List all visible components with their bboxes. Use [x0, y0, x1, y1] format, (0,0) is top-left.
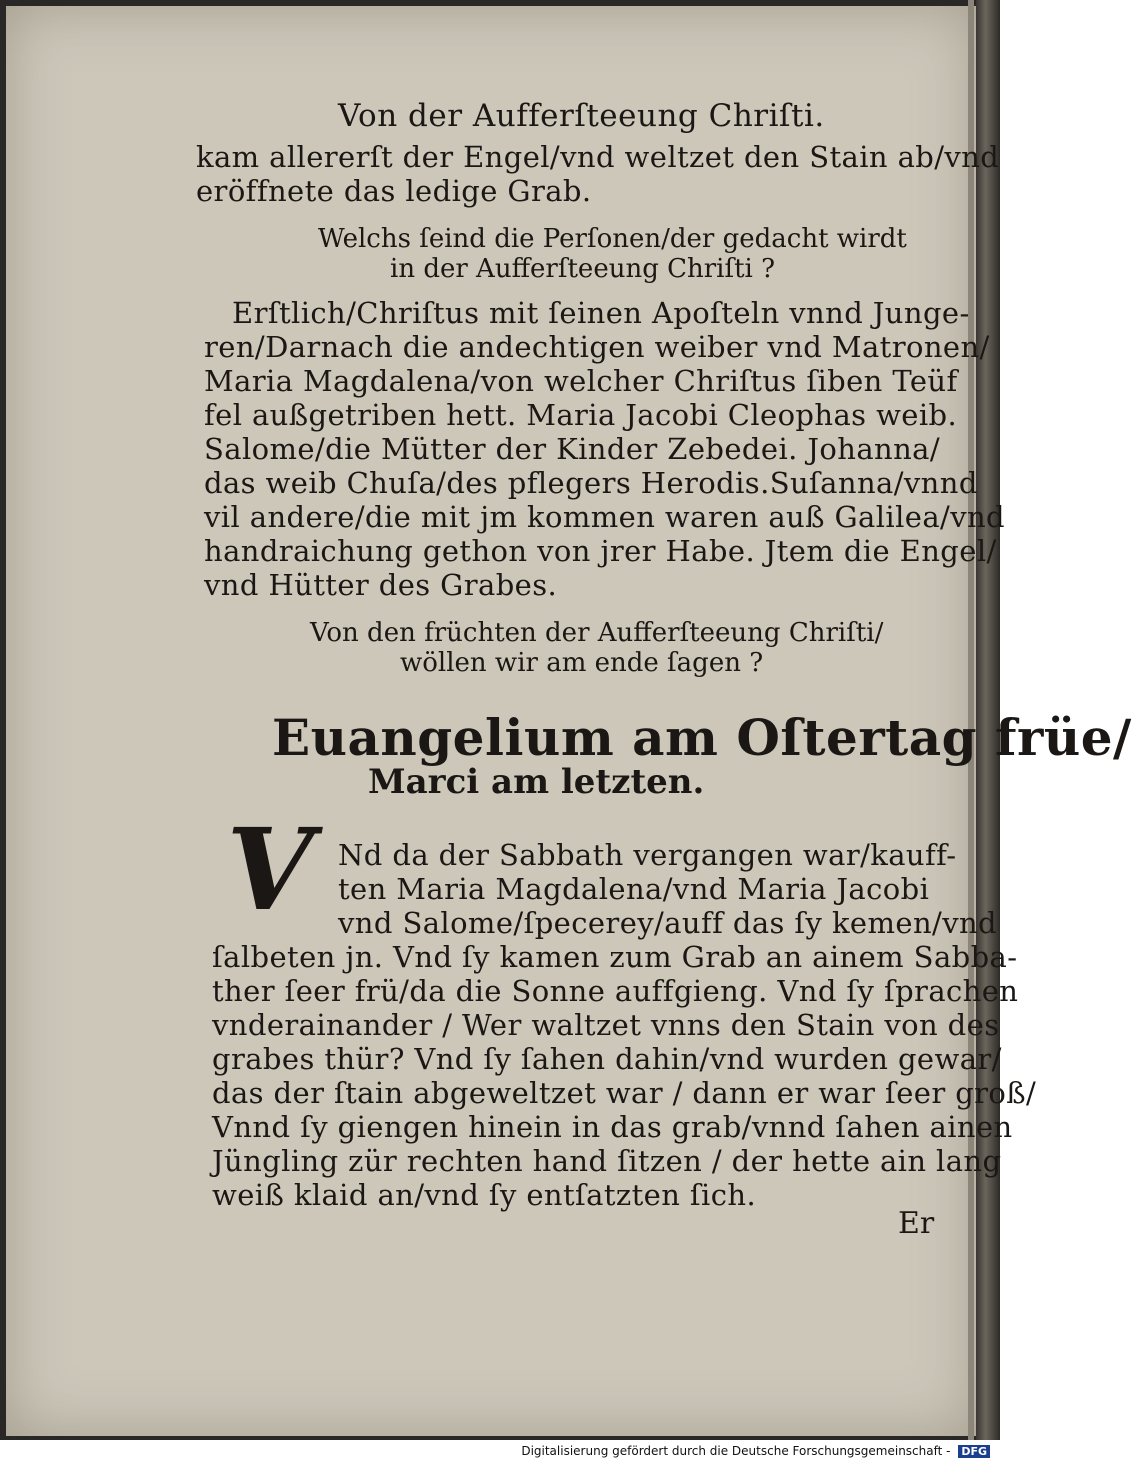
text-line: Vnnd ſy giengen hinein in das grab/vnnd ſahen ainen — [212, 1110, 1013, 1144]
question-line: Welchs ſeind die Perſonen/der gedacht wirdt — [318, 224, 907, 254]
text-line: Maria Magdalena/von welcher Chriſtus ſiben Teüf — [204, 364, 958, 398]
text-line: ſalbeten jn. Vnd ſy kamen zum Grab an ainem Sabba- — [212, 940, 1018, 974]
text-line: grabes thür? Vnd ſy ſahen dahin/vnd wurden gewar/ — [212, 1042, 1002, 1076]
text-line: ther ſeer frü/da die Sonne auffgieng. Vnd ſy ſprachen — [212, 974, 1019, 1008]
question-line: wöllen wir am ende ſagen ? — [400, 648, 764, 678]
text-line: das der ſtain abgeweltzet war / dann er war ſeer groß/ — [212, 1076, 1037, 1110]
text-line: vil andere/die mit jm kommen waren auß Galilea/vnd — [204, 500, 1006, 534]
footer-text: Digitalisierung gefördert durch die Deutsche Forschungsgemeinschaft - — [521, 1444, 951, 1458]
text-line: vnd Salome/ſpecerey/auff das ſy kemen/vnd — [338, 906, 998, 940]
text-line: eröffnete das ledige Grab. — [196, 174, 592, 208]
text-line: fel außgetriben hett. Maria Jacobi Cleophas weib. — [204, 398, 958, 432]
text-line: kam allererſt der Engel/vnd weltzet den Stain ab/vnd — [196, 140, 1000, 174]
text-line: ten Maria Magdalena/vnd Maria Jacobi — [338, 872, 930, 906]
question-line: Von den früchten der Aufferſteeung Chriſti/ — [310, 618, 884, 648]
text-line: Nd da der Sabbath vergangen war/kauff- — [338, 838, 957, 872]
text-line: weiß klaid an/vnd ſy entſatzten ſich. — [212, 1178, 757, 1212]
question-line: in der Aufferſteeung Chriſti ? — [390, 254, 776, 284]
text-line: handraichung gethon von jrer Habe. Jtem die Engel/ — [204, 534, 997, 568]
dfg-logo: DFG — [958, 1445, 990, 1458]
text-line: Erſtlich/Chriſtus mit ſeinen Apoſteln vnnd Junge- — [232, 296, 970, 330]
catchword: Er — [898, 1206, 935, 1241]
text-line: Jüngling zür rechten hand ſitzen / der hette ain lang — [212, 1144, 1002, 1178]
text-line: vnd Hütter des Grabes. — [204, 568, 558, 602]
digitization-footer — [521, 1444, 990, 1458]
gospel-subheading: Marci am letzten. — [368, 762, 705, 802]
text-line: das weib Chuſa/des pflegers Herodis.Suſanna/vnnd — [204, 466, 978, 500]
text-line: vnderainander / Wer waltzet vnns den Stain von des — [212, 1008, 1000, 1042]
text-line: Salome/die Mütter der Kinder Zebedei. Johanna/ — [204, 432, 941, 466]
gospel-heading: Euangelium am Oſtertag früe/ — [272, 708, 1132, 767]
running-head: Von der Aufferſteeung Chriſti. — [338, 98, 825, 134]
decorated-initial: V — [226, 805, 314, 936]
text-line: ren/Darnach die andechtigen weiber vnd Matronen/ — [204, 330, 990, 364]
